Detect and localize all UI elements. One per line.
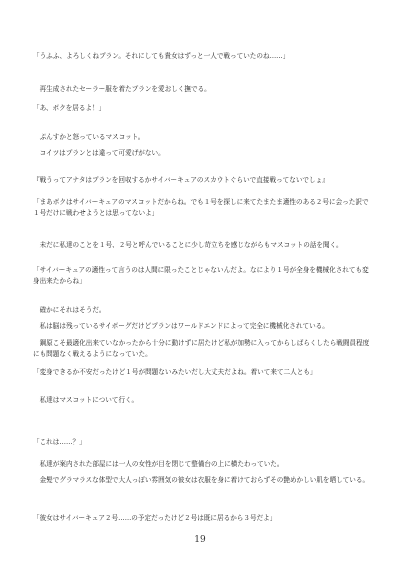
dialogue-paragraph: 「彼女はサイバーキュア２号……の予定だったけど２号は既に居るから３号だよ」 — [33, 514, 277, 522]
dialogue-paragraph: 「変身できるか不安だったけど１号が問題ないみたいだし大丈夫だよね。着いて来て二人とも」 — [33, 368, 317, 376]
dialogue-paragraph: 『戦うってアナタはプランを回収するかサイバーキュアのスカウトぐらいで直接戦ってないでしょ』 — [33, 176, 329, 184]
dialogue-paragraph: 「まあボクはサイバーキュアのマスコットだからね。でも１号を探しに来てたまたま適性のある２号に会った訳で１号だけに戦わせようとは思ってないよ」 — [33, 198, 369, 217]
narration-paragraph: 再生成されたセーラー服を着たプランを愛おしく撫でる。 — [39, 85, 211, 93]
page-number: 19 — [194, 535, 206, 545]
narration-paragraph: 私は脳は残っているサイボーグだけどプランはワールドエンドによって完全に機械化されている。 — [39, 322, 329, 330]
dialogue-paragraph: 「うふふ、よろしくねプラン。それにしても貴女はずっと一人で戦っていたのね……」 — [33, 52, 290, 60]
narration-paragraph: ぷんすかと怒っているマスコット。 — [39, 133, 145, 141]
dialogue-paragraph: 「これは……？」 — [33, 438, 86, 446]
narration-paragraph: 金髪でグラマラスな体型で大人っぽい雰囲気の彼女は衣服を身に着けておらずその艶めかしい肌を晒している。 — [39, 476, 370, 484]
dialogue-paragraph: 「あ、ボクを居るよ！」 — [33, 104, 106, 112]
narration-paragraph: 私達はマスコットについて行く。 — [39, 396, 139, 404]
narration-paragraph: コイツはプランとは違って可愛げがない。 — [39, 149, 165, 157]
narration-paragraph: 未だに私達のことを１号、２号と呼んでいることに少し苛立ちを感じながらもマスコットの話を聞く。 — [39, 241, 343, 249]
narration-paragraph: 私達が案内された部屋には一人の女性が目を閉じて整備台の上に横たわっていた。 — [39, 460, 284, 468]
dialogue-paragraph: 「サイバーキュアの適性って言うのは人間に限ったことじゃないんだよ。なにより１号が全身を機械化されても変身出来たからね」 — [33, 266, 369, 285]
narration-paragraph: 鋼原こそ最適化出来ていなかったから十分に動けずに居たけど私が加勢に入ってからしばらくしたら戦闘員程度にも問題なく戦えるようになっていた。 — [33, 339, 370, 358]
narration-paragraph: 確かにそれはそうだ。 — [39, 306, 106, 314]
